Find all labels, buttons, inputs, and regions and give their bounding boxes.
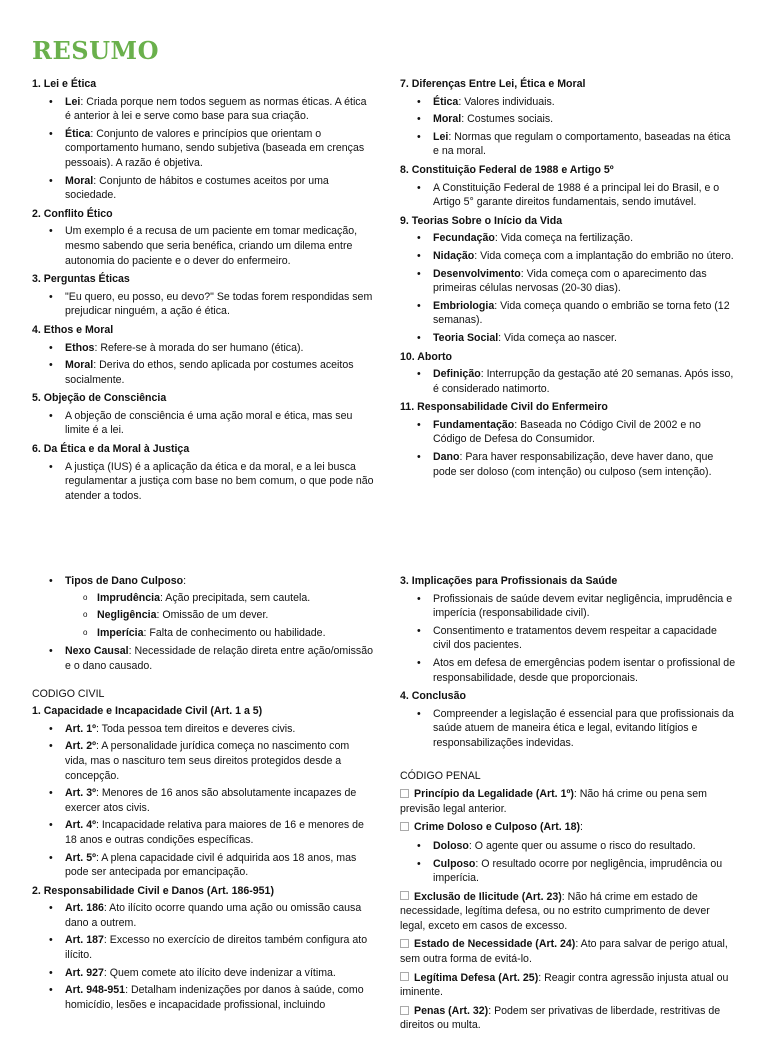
paragraph: Exclusão de Ilicitude (Art. 23): Não há crime em estado de necessidade, legítima defesa, ou no estrito cumprimento de dever legal, exceto em casos de excesso.: [400, 890, 710, 932]
section-heading: 3. Implicações para Profissionais da Saúde: [400, 575, 618, 587]
list-item: • Lei: Normas que regulam o comportamento, baseadas na ética e na moral.: [400, 130, 736, 159]
column-1: [32, 77, 374, 507]
paragraph: Princípio da Legalidade (Art. 1º): Não há crime ou pena sem previsão legal anterior.: [400, 788, 707, 815]
section-heading: 1. Lei e Ética: [32, 78, 97, 90]
list-item: • Art. 3º: Menores de 16 anos são absolutamente incapazes de exercer atos civis.: [32, 786, 374, 815]
paragraph: Penas (Art. 32): Podem ser privativas de liberdade, restritivas de direitos ou multa.: [400, 1004, 721, 1032]
column-2: [400, 77, 736, 483]
checkbox-icon: [400, 1006, 409, 1015]
list-item: • Moral: Costumes sociais.: [400, 112, 736, 127]
codigo-civil-heading: CODIGO CIVIL: [32, 687, 105, 700]
bullet-list: [32, 460, 374, 504]
list-item: • Nexo Causal: Necessidade de relação direta entre ação/omissão e o dano causado.: [32, 644, 374, 673]
paragraph: Legítima Defesa (Art. 25): Reagir contra agressão injusta atual ou iminente.: [400, 971, 729, 999]
bullet-list: [32, 224, 374, 268]
bullet-list: [400, 95, 736, 159]
paragraph: Estado de Necessidade (Art. 24): Ato para salvar de perigo atual, sem outra forma de evitá-lo.: [400, 938, 728, 966]
list-item: • "Eu quero, eu posso, eu devo?" Se todas forem respondidas sem prejudicar ninguém, a ação é ética.: [32, 290, 374, 319]
section-heading: 2. Responsabilidade Civil e Danos (Art. 186-951): [32, 884, 274, 897]
bullet-list: [32, 722, 374, 880]
list-item: • Compreender a legislação é essencial para que profissionais da saúde atuem de maneira ética e legal, evitando litígios e responsabilizações indevidas.: [400, 707, 736, 751]
bullet-list: [400, 231, 736, 345]
list-item: • Um exemplo é a recusa de um paciente em tomar medicação, mesmo sabendo que seria benéfica, criando um dilema entre autonomia do paciente e o dever do enfermeiro.: [32, 224, 374, 268]
sub-list: [32, 591, 374, 641]
bullet-list: [400, 839, 736, 886]
list-item: • Moral: Deriva do ethos, sendo aplicada por costumes aceitos socialmente.: [32, 358, 374, 387]
list-item: • Profissionais de saúde devem evitar negligência, imprudência e imperícia (responsabilidade civil).: [400, 592, 736, 621]
list-item: • Art. 948-951: Detalham indenizações por danos à saúde, como homicídio, lesões e incapacidade profissional, incluindo: [32, 983, 374, 1012]
checkbox-icon: [400, 939, 409, 948]
section-heading: 6. Da Ética e da Moral à Justiça: [32, 443, 190, 456]
list-item: • Tipos de Dano Culposo:: [32, 574, 374, 589]
bullet-list: [32, 409, 374, 438]
list-item: • Culposo: O resultado ocorre por negligência, imprudência ou imperícia.: [400, 857, 736, 886]
sub-list-item: o Imprudência: Ação precipitada, sem cautela.: [32, 591, 374, 606]
list-item: • Ethos: Refere-se à morada do ser humano (ética).: [32, 341, 374, 356]
list-item: • Definição: Interrupção da gestação até 20 semanas. Após isso, é considerado natimorto.: [400, 367, 736, 396]
list-item: • Fundamentação: Baseada no Código Civil de 2002 e no Código de Defesa do Consumidor.: [400, 418, 736, 447]
bullet-list: [32, 901, 374, 1012]
list-item: • Art. 2º: A personalidade jurídica começa no nascimento com vida, mas o nascituro tem seus direitos protegidos desde a concepção.: [32, 739, 374, 783]
checkbox-icon: [400, 891, 409, 900]
bullet-list: [400, 181, 736, 210]
section-heading: 7. Diferenças Entre Lei, Ética e Moral: [400, 78, 586, 90]
section-heading: 1. Capacidade e Incapacidade Civil (Art. 1 a 5): [32, 705, 263, 718]
list-item: • Atos em defesa de emergências podem isentar o profissional de responsabilidade, desde que proporcionais.: [400, 656, 736, 685]
section-heading: 8. Constituição Federal de 1988 e Artigo 5º: [400, 163, 614, 176]
section-heading: 5. Objeção de Consciência: [32, 392, 167, 405]
bullet-list: [32, 574, 374, 589]
section-heading: 9. Teorias Sobre o Início da Vida: [400, 214, 563, 227]
list-item: • Moral: Conjunto de hábitos e costumes aceitos por uma sociedade.: [32, 174, 374, 203]
list-item: • A justiça (IUS) é a aplicação da ética e da moral, e a lei busca regulamentar a justiça com base no bem comum, o que pode não atender a todos.: [32, 460, 374, 504]
list-item: • Nidação: Vida começa com a implantação do embrião no útero.: [400, 249, 736, 264]
section-heading: 11. Responsabilidade Civil do Enfermeiro: [400, 401, 608, 414]
sub-list-item: o Imperícia: Falta de conhecimento ou habilidade.: [32, 626, 374, 641]
list-item: • Dano: Para haver responsabilização, deve haver dano, que pode ser doloso (com intenção) ou culposo (sem intenção).: [400, 450, 736, 479]
page-title: RESUMO: [32, 36, 159, 65]
section-heading: 2. Conflito Ético: [32, 207, 113, 220]
column-3: [32, 574, 374, 1016]
bullet-list: [32, 290, 374, 319]
bullet-list: [32, 341, 374, 388]
list-item: • Art. 1º: Toda pessoa tem direitos e deveres civis.: [32, 722, 374, 737]
list-item: • Doloso: O agente quer ou assume o risco do resultado.: [400, 839, 736, 854]
checkbox-icon: [400, 822, 409, 831]
paragraph: Crime Doloso e Culposo (Art. 18):: [400, 820, 736, 835]
bullet-list: [400, 707, 736, 751]
list-item: • Art. 5º: A plena capacidade civil é adquirida aos 18 anos, mas pode ser antecipada por emancipação.: [32, 851, 374, 880]
list-item: • Teoria Social: Vida começa ao nascer.: [400, 331, 736, 346]
list-item: • Art. 186: Ato ilícito ocorre quando uma ação ou omissão causa dano a outrem.: [32, 901, 374, 930]
list-item: • Art. 187: Excesso no exercício de direitos também configura ato ilícito.: [32, 933, 374, 962]
list-item: • A objeção de consciência é uma ação moral e ética, mas seu limite é a lei.: [32, 409, 374, 438]
bullet-list: [400, 418, 736, 479]
list-item: • Consentimento e tratamentos devem respeitar a capacidade civil dos pacientes.: [400, 624, 736, 653]
list-item: • A Constituição Federal de 1988 é a principal lei do Brasil, e o Artigo 5° garante direitos fundamentais, sendo imutável.: [400, 181, 736, 210]
bullet-list: [32, 95, 374, 203]
list-item: • Fecundação: Vida começa na fertilização.: [400, 231, 736, 246]
bullet-list: [32, 644, 374, 673]
list-item: • Embriologia: Vida começa quando o embrião se torna feto (12 semanas).: [400, 299, 736, 328]
column-4: [400, 574, 736, 1037]
list-item: • Ética: Conjunto de valores e princípios que orientam o comportamento humano, sendo subjetiva (baseada em crenças pessoais). A razão é objetiva.: [32, 127, 374, 171]
sub-list-item: o Negligência: Omissão de um dever.: [32, 608, 374, 623]
section-heading: 4. Conclusão: [400, 690, 466, 703]
checkbox-icon: [400, 972, 409, 981]
codigo-penal-heading: CÓDIGO PENAL: [400, 769, 481, 782]
checkbox-icon: [400, 789, 409, 798]
section-heading: 10. Aborto: [400, 350, 452, 363]
list-item: • Art. 927: Quem comete ato ilícito deve indenizar a vítima.: [32, 966, 374, 981]
list-item: • Art. 4º: Incapacidade relativa para maiores de 16 e menores de 18 anos e outras condições específicas.: [32, 818, 374, 847]
list-item: • Lei: Criada porque nem todos seguem as normas éticas. A ética é anterior à lei e serve como base para sua criação.: [32, 95, 374, 124]
list-item: • Desenvolvimento: Vida começa com o aparecimento das primeiras células nervosas (20-30 dias).: [400, 267, 736, 296]
list-item: • Ética: Valores individuais.: [400, 95, 736, 110]
bullet-list: [400, 367, 736, 396]
bullet-list: [400, 592, 736, 686]
section-heading: 4. Ethos e Moral: [32, 323, 114, 336]
section-heading: 3. Perguntas Éticas: [32, 273, 130, 286]
